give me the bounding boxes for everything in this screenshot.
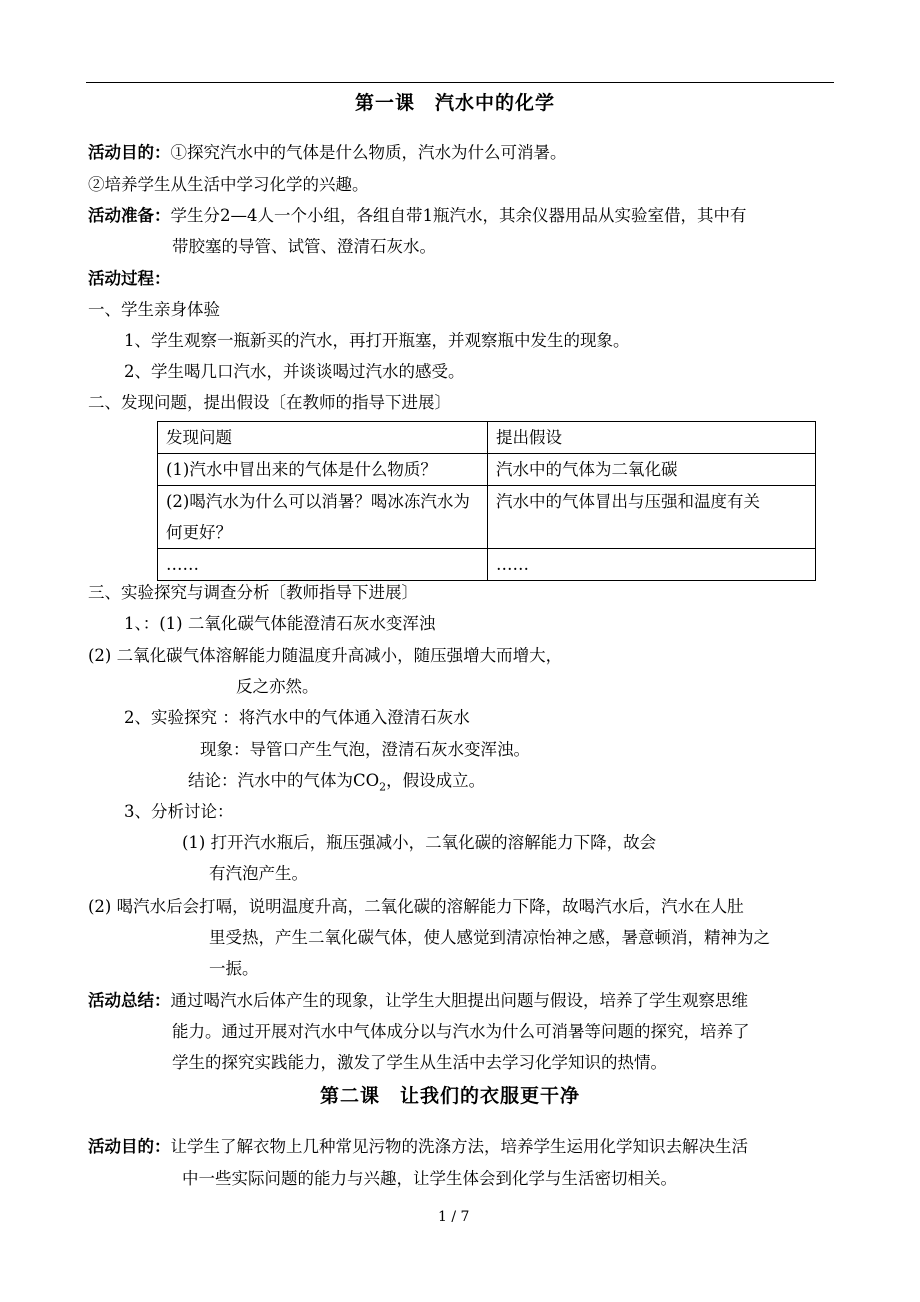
purpose-text-2: ②培养学生从生活中学习化学的兴趣。 — [88, 175, 369, 194]
discussion-2c: 一振。 — [209, 959, 259, 978]
lesson2-title: 第二课 让我们的衣服更干净 — [320, 1085, 581, 1107]
discussion-2: (2) 喝汽水后会打嗝，说明温度升高，二氧化碳的溶解能力下降，故喝汽水后，汽水在人肚 — [88, 897, 744, 916]
lesson1-purpose — [88, 140, 567, 166]
discussion-2b: 里受热，产生二氧化碳气体，使人感觉到清凉怡神之感，暑意顿消，精神为之 — [209, 928, 770, 947]
page-number: 1 / 7 — [438, 1209, 470, 1225]
purpose-label: 活动目的： — [88, 143, 171, 162]
section3-item-1c: 反之亦然。 — [236, 677, 319, 696]
lesson1-title: 第一课 汽水中的化学 — [355, 92, 556, 114]
table-cell: (1)汽水中冒出来的气体是什么物质？ — [158, 454, 488, 486]
prep-text-1: 学生分2—4人一个小组，各组自带1瓶汽水，其余仪器用品从实验室借，其中有 — [170, 206, 747, 225]
table-cell: (2)喝汽水为什么可以消暑？喝冰冻汽水为何更好？ — [158, 486, 488, 549]
purpose-label: 活动目的： — [88, 1137, 171, 1156]
section3-title: 三、实验探究与调查分析〔教师指导下进展〕 — [88, 583, 418, 602]
prep-label: 活动准备： — [88, 206, 171, 225]
summary-text-2: 能力。通过开展对汽水中气体成分以与汽水为什么可消暑等问题的探究，培养了 — [172, 1022, 750, 1041]
section3-item-2: 2、实验探究 ：将汽水中的气体通入澄清石灰水 — [124, 708, 470, 727]
lesson2-purpose-text-2: 中一些实际问题的能力与兴趣，让学生体会到化学与生活密切相关。 — [182, 1169, 677, 1188]
lesson2-purpose-text-1: 让学生了解衣物上几种常见污物的洗涤方法，培养学生运用化学知识去解决生活 — [170, 1137, 748, 1156]
section3-item-1b: (2) 二氧化碳气体溶解能力随温度升高减小，随压强增大而增大， — [88, 646, 563, 665]
lesson1-prep — [88, 203, 747, 229]
prep-text-2: 带胶塞的导管、试管、澄清石灰水。 — [172, 237, 436, 256]
table-cell: 汽水中的气体冒出与压强和温度有关 — [488, 486, 816, 549]
section2-title: 二、发现问题，提出假设〔在教师的指导下进展〕 — [88, 393, 451, 412]
table-cell: 汽水中的气体为二氧化碳 — [488, 454, 816, 486]
section1-item-1: 1、学生观察一瓶新买的汽水，再打开瓶塞，并观察瓶中发生的现象。 — [124, 331, 630, 350]
table-header-cell: 提出假设 — [488, 422, 816, 454]
header-rule — [86, 82, 834, 83]
table-cell: …… — [158, 549, 488, 581]
section3-item-3: 3、分析讨论： — [124, 802, 234, 821]
lesson2-purpose — [88, 1134, 748, 1160]
summary-label: 活动总结： — [88, 991, 171, 1010]
section3-item-1: 1、：(1) 二氧化碳气体能澄清石灰水变浑浊 — [124, 614, 436, 633]
summary-text-1: 通过喝汽水后体产生的现象，让学生大胆提出问题与假设，培养了学生观察思维 — [170, 991, 748, 1010]
table-header-row — [158, 422, 816, 454]
summary-text-3: 学生的探究实践能力，激发了学生从生活中去学习化学知识的热情。 — [172, 1053, 667, 1072]
table-header-cell: 发现问题 — [158, 422, 488, 454]
purpose-text-1: ①探究汽水中的气体是什么物质，汽水为什么可消暑。 — [170, 143, 567, 162]
table-row — [158, 486, 816, 549]
process-label: 活动过程： — [88, 269, 171, 288]
hypothesis-table — [157, 421, 816, 581]
discussion-1b: 有汽泡产生。 — [209, 864, 308, 883]
conclusion-subscript: 2 — [379, 780, 387, 794]
section1-item-2: 2、学生喝几口汽水，并谈谈喝过汽水的感受。 — [124, 362, 465, 381]
lesson1-summary — [88, 988, 748, 1014]
conclusion-text: 结论：汽水中的气体为CO — [188, 771, 380, 790]
section3-phenomenon: 现象：导管口产生气泡，澄清石灰水变浑浊。 — [200, 740, 530, 759]
conclusion-text-end: ，假设成立。 — [386, 771, 486, 790]
section1-title: 一、学生亲身体验 — [88, 300, 220, 319]
section3-conclusion — [188, 768, 485, 800]
discussion-1: (1) 打开汽水瓶后，瓶压强减小，二氧化碳的溶解能力下降，故会 — [182, 833, 657, 852]
table-cell: …… — [488, 549, 816, 581]
table-row — [158, 454, 816, 486]
table-row — [158, 549, 816, 581]
